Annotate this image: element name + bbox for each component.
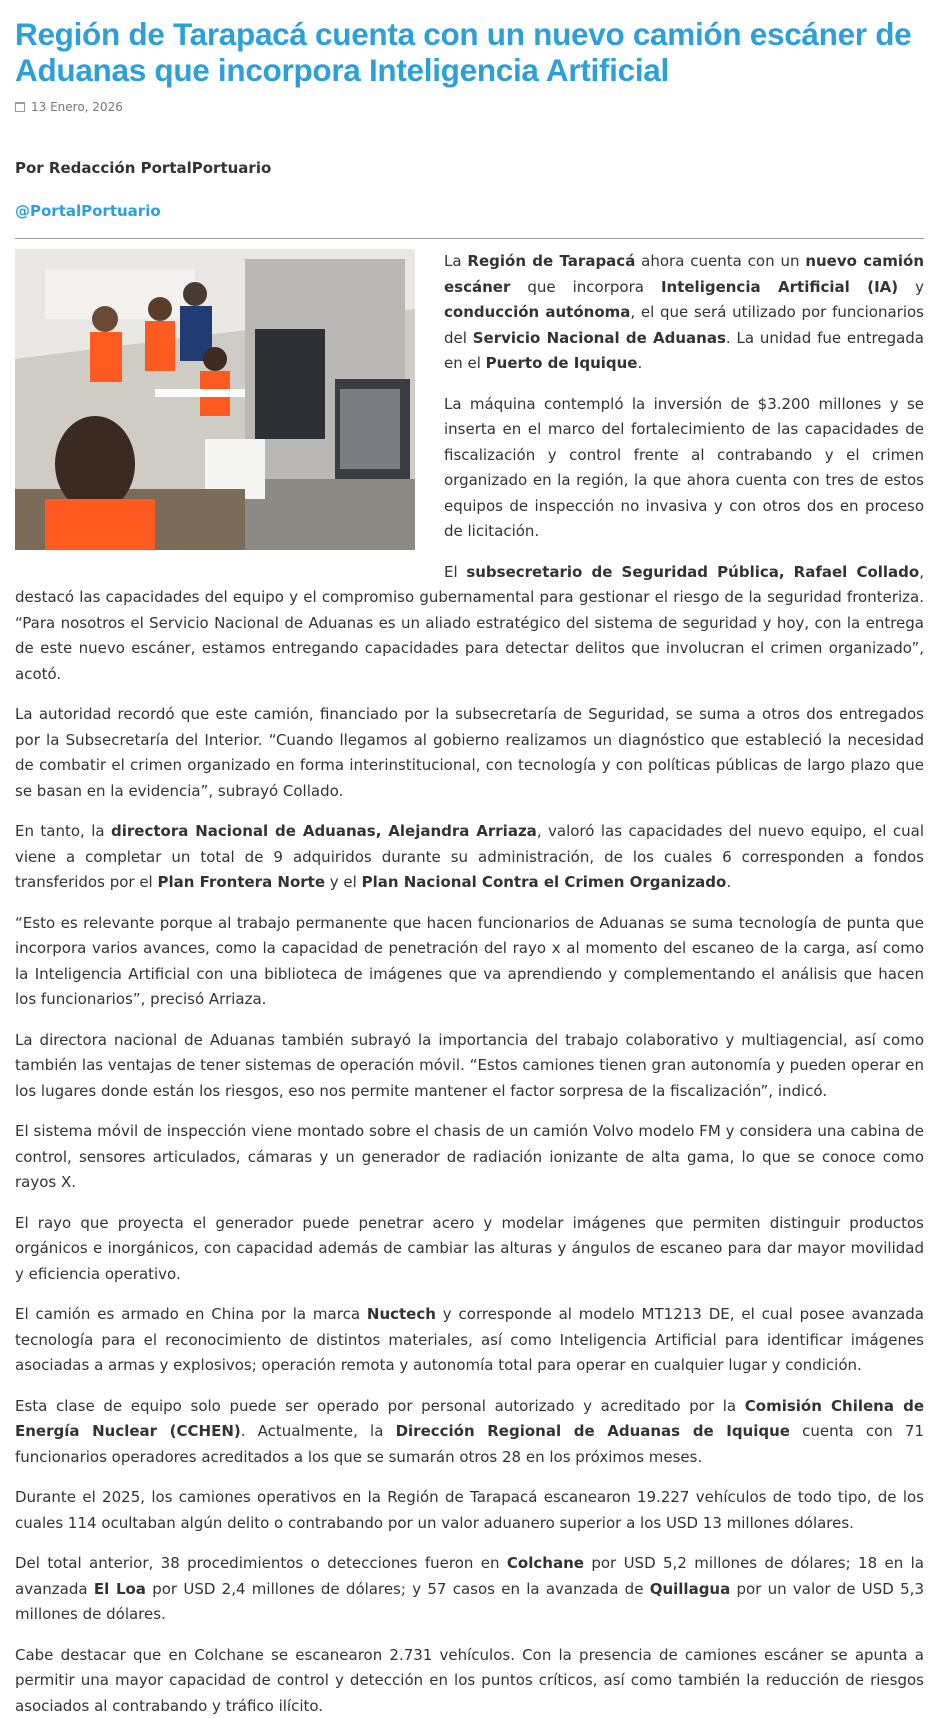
paragraph-11: Esta clase de equipo solo puede ser operado por personal autorizado y acreditado por la Comisión Chilena de Energía Nuclear (CCHEN). Actualmente, la Dirección Regional de Aduanas de Iquique cuenta con 71 funcionarios operadores acreditados a los que se sumarán otros 28 en los próximos meses.: [15, 1394, 924, 1471]
article-headline: Región de Tarapacá cuenta con un nuevo camión escáner de Aduanas que incorpora Inteligencia Artificial: [15, 16, 924, 88]
publish-date: [15, 100, 924, 114]
article-photo: [15, 249, 415, 550]
paragraph-9: El rayo que proyecta el generador puede penetrar acero y modelar imágenes que permiten distinguir productos orgánicos e inorgánicos, con capacidad además de cambiar las alturas y ángulos de escaneo para dar mayor movilidad y eficiencia operativo.: [15, 1211, 924, 1288]
author-byline: Por Redacción PortalPortuario: [15, 159, 924, 177]
paragraph-12: Durante el 2025, los camiones operativos en la Región de Tarapacá escanearon 19.227 vehículos de todo tipo, de los cuales 114 ocultaban algún delito o contrabando por un valor aduanero superior a los USD 13 millones dólares.: [15, 1485, 924, 1536]
paragraph-7: La directora nacional de Aduanas también subrayó la importancia del trabajo colaborativo y multiagencial, así como también las ventajas de tener sistemas de operación móvil. “Estos camiones tienen gran autonomía y pueden operar en los lugares donde están los riesgos, eso nos permite mantener el factor sorpresa de la fiscalización”, indicó.: [15, 1028, 924, 1105]
calendar-icon: [15, 102, 25, 112]
paragraph-10: El camión es armado en China por la marca Nuctech y corresponde al modelo MT1213 DE, el cual posee avanzada tecnología para el reconocimiento de distintos materiales, así como Inteligencia Artificial para identificar imágenes asociadas a armas y explosivos; operación remota y autonomía total para operar en cualquier lugar y condición.: [15, 1302, 924, 1379]
paragraph-4: La autoridad recordó que este camión, financiado por la subsecretaría de Seguridad, se suma a otros dos entregados por la Subsecretaría del Interior. “Cuando llegamos al gobierno realizamos un diagnóstico que estableció la necesidad de combatir el crimen organizado en forma interinstitucional, con tecnología y con políticas públicas de largo plazo que se basan en la evidencia”, subrayó Collado.: [15, 702, 924, 804]
paragraph-5: En tanto, la directora Nacional de Aduanas, Alejandra Arriaza, valoró las capacidades del nuevo equipo, el cual viene a completar un total de 9 adquiridos durante su administración, de los cuales 6 corresponden a fondos transferidos por el Plan Frontera Norte y el Plan Nacional Contra el Crimen Organizado.: [15, 819, 924, 896]
divider: [15, 238, 924, 239]
date-text: 13 Enero, 2026: [31, 100, 123, 114]
paragraph-8: El sistema móvil de inspección viene montado sobre el chasis de un camión Volvo modelo FM y considera una cabina de control, sensores articulados, cámaras y un generador de radiación ionizante de alta gama, lo que se conoce como rayos X.: [15, 1119, 924, 1196]
paragraph-14: Cabe destacar que en Colchane se escanearon 2.731 vehículos. Con la presencia de camiones escáner se apunta a permitir una mayor capacidad de control y detección en los puntos críticos, así como también la reducción de riesgos asociados al contrabando y tráfico ilícito.: [15, 1643, 924, 1719]
paragraph-13: Del total anterior, 38 procedimientos o detecciones fueron en Colchane por USD 5,2 millones de dólares; 18 en la avanzada El Loa por USD 2,4 millones de dólares; y 57 casos en la avanzada de Quillagua por un valor de USD 5,3 millones de dólares.: [15, 1551, 924, 1628]
article-body: [15, 249, 924, 1719]
paragraph-2: La máquina contempló la inversión de $3.200 millones y se inserta en el marco del fortalecimiento de las capacidades de fiscalización y control frente al contrabando y el crimen organizado en la región, la que ahora cuenta con tres de estos equipos de inspección no invasiva y con otros dos en proceso de licitación.: [15, 392, 924, 545]
paragraph-3: El subsecretario de Seguridad Pública, Rafael Collado, destacó las capacidades del equipo y el compromiso gubernamental para gestionar el riesgo de la seguridad fronteriza. “Para nosotros el Servicio Nacional de Aduanas es un aliado estratégico del sistema de seguridad y hoy, con la entrega de este nuevo escáner, estamos entregando capacidades para detectar delitos que involucran el crimen organizado”, acotó.: [15, 560, 924, 688]
paragraph-6: “Esto es relevante porque al trabajo permanente que hacen funcionarios de Aduanas se suma tecnología de punta que incorpora varios avances, como la capacidad de penetración del rayo x al momento del escaneo de la carga, así como la Inteligencia Artificial con una biblioteca de imágenes que va aprendiendo y complementando el análisis que hacen los funcionarios”, precisó Arriaza.: [15, 911, 924, 1013]
twitter-handle-link[interactable]: @PortalPortuario: [15, 202, 161, 220]
paragraph-1: La Región de Tarapacá ahora cuenta con un nuevo camión escáner que incorpora Inteligencia Artificial (IA) y conducción autónoma, el que será utilizado por funcionarios del Servicio Nacional de Aduanas. La unidad fue entregada en el Puerto de Iquique.: [15, 249, 924, 377]
scanner-cabin-photo-image: [15, 249, 415, 550]
